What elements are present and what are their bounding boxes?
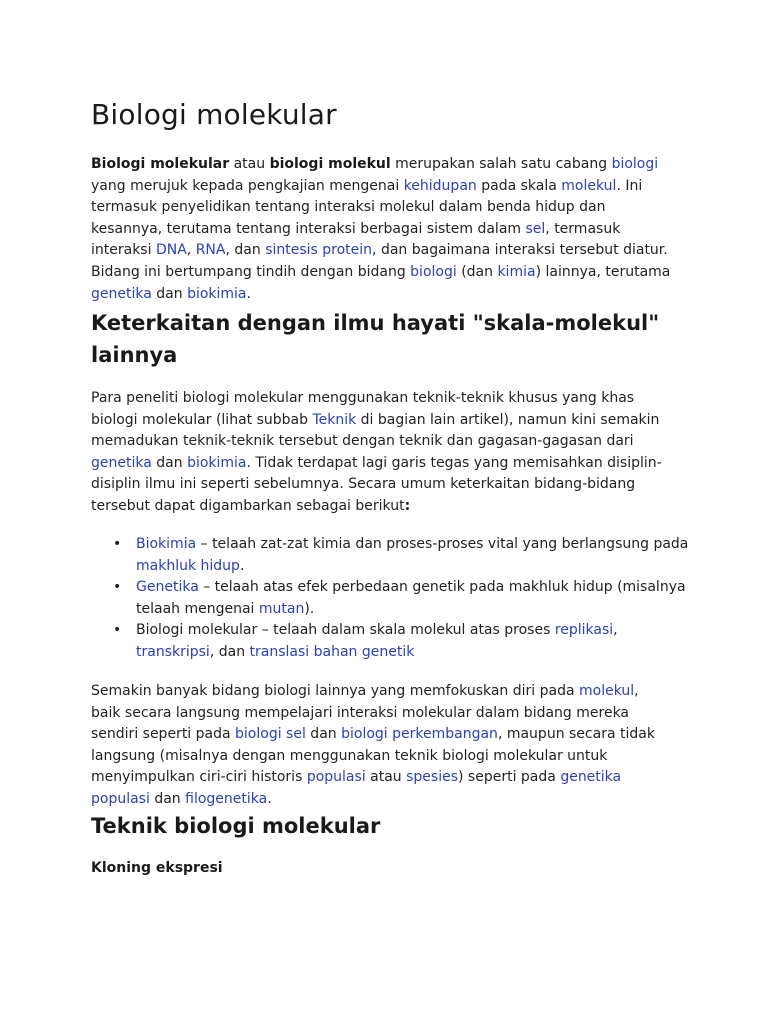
text: .: [239, 557, 245, 574]
link-sintesis-protein[interactable]: sintesis protein: [265, 242, 373, 259]
text: yang merujuk kepada pengkajian mengenai: [91, 177, 404, 194]
link-genetika[interactable]: Genetika: [136, 579, 199, 596]
text: merupakan salah satu cabang: [390, 156, 612, 172]
text: ,: [613, 622, 618, 639]
text: , baik secara langsung mempelajari interaksi molekular dalam bidang mereka sendiri seperti pada: [91, 683, 639, 743]
text: Semakin banyak bidang biologi lainnya yang memfokuskan diri pada: [91, 683, 580, 699]
list-item: [91, 620, 691, 663]
section1-paragraph: [91, 388, 671, 518]
link-molekul[interactable]: molekul: [579, 683, 635, 699]
text: atau: [365, 769, 407, 786]
bold-term: Biologi molekular: [91, 156, 230, 172]
link-transkripsi[interactable]: transkripsi: [136, 643, 210, 660]
text: di bagian lain artikel), namun kini semakin memadukan teknik-teknik tersebut dengan teknik dan gagasan-gagasan dari: [91, 411, 660, 450]
link-molekul[interactable]: molekul: [561, 177, 617, 194]
text: , dan: [225, 242, 266, 259]
link-biologi[interactable]: biologi: [611, 156, 659, 172]
intro-paragraph: [91, 154, 671, 305]
link-filogenetika[interactable]: filogenetika: [185, 790, 268, 807]
text: ) seperti pada: [458, 769, 561, 786]
relation-list: [91, 534, 691, 664]
text: dan: [151, 454, 188, 471]
link-replikasi[interactable]: replikasi: [554, 622, 614, 639]
link-genetika[interactable]: genetika: [91, 454, 152, 471]
link-spesies[interactable]: spesies: [406, 769, 459, 786]
link-mutan[interactable]: mutan: [258, 600, 305, 617]
text: – telaah atas efek perbedaan genetik pada makhluk hidup (misalnya telaah mengenai: [136, 579, 686, 617]
link-translasi-bahan-genetik[interactable]: translasi bahan genetik: [249, 643, 415, 660]
text: ) lainnya, terutama: [535, 263, 671, 280]
text: ,: [186, 242, 196, 259]
text: dan: [149, 790, 186, 807]
link-kehidupan[interactable]: kehidupan: [403, 177, 477, 194]
link-makhluk-hidup[interactable]: makhluk hidup: [136, 557, 240, 574]
bold-colon: :: [404, 497, 411, 514]
text: Biologi molekular – telaah dalam skala molekul atas proses: [136, 622, 555, 639]
text: (dan: [456, 263, 498, 280]
bold-term: biologi molekul: [269, 156, 391, 172]
section-heading-keterkaitan: Keterkaitan dengan ilmu hayati "skala-molekul" lainnya: [91, 311, 660, 367]
text: dan: [305, 726, 342, 743]
text: ).: [304, 600, 315, 617]
text: , dan: [209, 643, 250, 660]
link-genetika[interactable]: genetika: [91, 285, 152, 302]
list-item: [91, 577, 691, 620]
page-title: Biologi molekular: [91, 98, 337, 131]
section-heading-teknik: Teknik biologi molekular: [91, 814, 381, 838]
bullet-icon: •: [113, 579, 122, 596]
text: . Tidak terdapat lagi garis tegas yang memisahkan disiplin-disiplin ilmu ini seperti sebelumnya. Secara umum keterkaitan bidang-bidang tersebut dapat digambarkan sebagai berikut: [91, 454, 662, 514]
text: , termasuk interaksi: [91, 220, 621, 259]
link-biokimia[interactable]: Biokimia: [136, 536, 197, 552]
link-biologi-sel[interactable]: biologi sel: [235, 726, 306, 743]
link-rna[interactable]: RNA: [195, 242, 226, 259]
subsection-heading-kloning: Kloning ekspresi: [91, 860, 223, 876]
link-sel[interactable]: sel: [525, 220, 546, 237]
text: Para peneliti biologi molekular menggunakan teknik-teknik khusus yang khas biologi molekular (lihat subbab: [91, 390, 635, 428]
section1-paragraph-2: [91, 681, 671, 811]
text: atau: [229, 156, 270, 172]
link-teknik[interactable]: Teknik: [312, 411, 357, 428]
link-populasi[interactable]: populasi: [306, 769, 366, 786]
link-kimia[interactable]: kimia: [497, 263, 536, 280]
link-dna[interactable]: DNA: [155, 242, 187, 259]
link-biokimia[interactable]: biokimia: [187, 454, 247, 471]
text: – telaah zat-zat kimia dan proses-proses vital yang berlangsung pada: [196, 536, 689, 552]
link-biologi-perkembangan[interactable]: biologi perkembangan: [341, 726, 498, 743]
link-genetika-populasi[interactable]: genetika populasi: [91, 769, 622, 807]
link-biokimia[interactable]: biokimia: [187, 285, 247, 302]
bullet-icon: •: [113, 622, 122, 639]
link-biologi-2[interactable]: biologi: [410, 263, 457, 280]
text: .: [267, 790, 272, 807]
list-item: [91, 534, 691, 577]
bullet-icon: •: [113, 536, 122, 552]
text: , maupun secara tidak langsung (misalnya dengan menggunakan teknik biologi molekular untuk menyimpulkan ciri-ciri historis: [91, 726, 655, 786]
text: pada skala: [476, 177, 562, 194]
text: . Ini termasuk penyelidikan tentang interaksi molekul dalam benda hidup dan kesannya, terutama tentang interaksi berbagai sistem dalam: [91, 177, 643, 237]
text: .: [246, 285, 251, 302]
text: , dan bagaimana interaksi tersebut diatur. Bidang ini bertumpang tindih dengan bidang: [91, 242, 668, 280]
text: dan: [151, 285, 188, 302]
